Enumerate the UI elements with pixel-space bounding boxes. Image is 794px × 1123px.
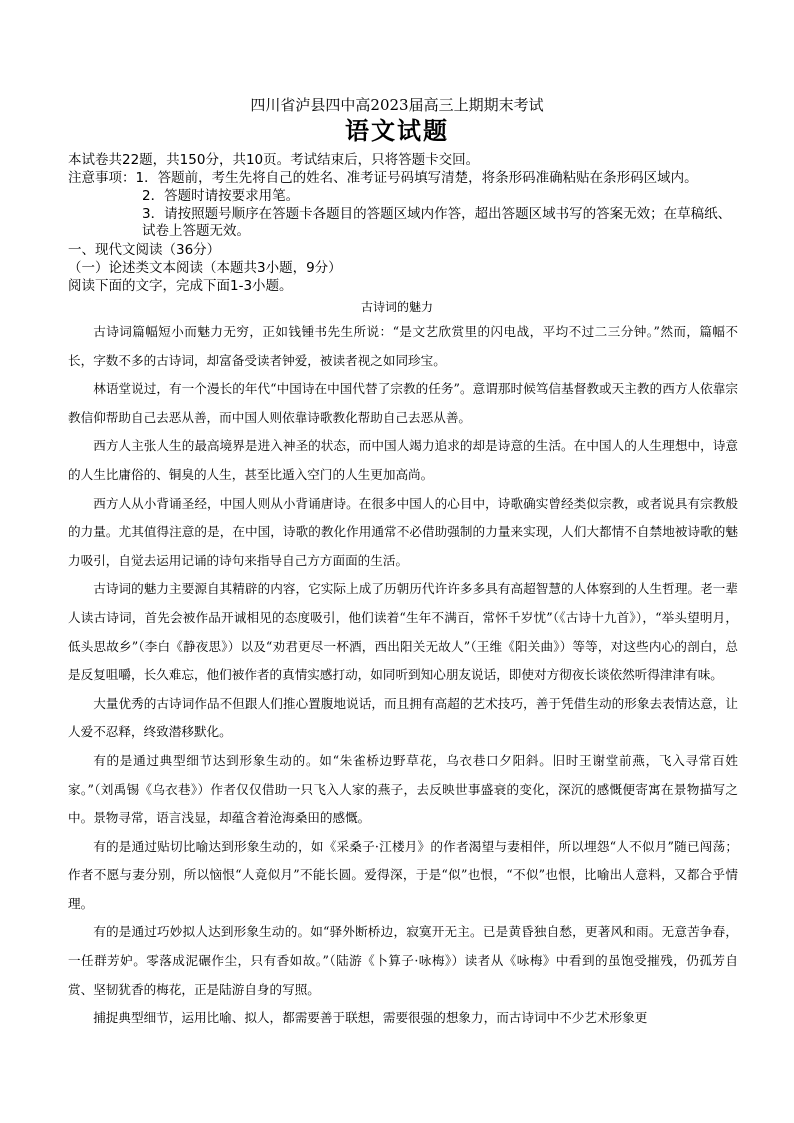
exam-info: 本试卷共22题，共150分，共10页。考试结束后，只将答题卡交回。 [68,152,480,168]
subsection-heading: （一）论述类文本阅读（本题共3小题，9分） [68,260,342,276]
section-heading: 一、现代文阅读（36分） [68,242,221,258]
article-paragraph: 大量优秀的古诗词作品不但跟人们推心置腹地说话，而且拥有高超的艺术技巧，善于凭借生动的形象去表情达意，让人爱不忍释，终致潜移默化。 [68,695,738,740]
article-body [68,318,738,1033]
notice-item-2: 2．答题时请按要求用笔。 [142,188,300,204]
article-paragraph: 有的是通过巧妙拟人达到形象生动的。如“驿外断桥边，寂寞开无主。已是黄昏独自愁，更著风和雨。无意苦争春，一任群芳妒。零落成泥碾作尘，只有香如故。”（陆游《卜算子·咏梅》）读者从《咏梅》中看到的虽饱受摧残，仍孤芳自赏、坚韧犹香的梅花，正是陆游自身的写照。 [68,924,738,997]
article-paragraph: 有的是通过贴切比喻达到形象生动的，如《采桑子·江楼月》的作者渴望与妻相伴，所以埋怨“人不似月”随已闯荡；作者不愿与妻分别，所以恼恨“人竟似月”不能长圆。爱得深，于是“似”也恨，“不似”也恨，比喻出人意料，又都合乎情理。 [68,838,738,911]
article-paragraph: 林语堂说过，有一个漫长的年代“中国诗在中国代替了宗教的任务”。意谓那时候笃信基督教或天主教的西方人依靠宗教信仰帮助自己去恶从善，而中国人则依靠诗歌教化帮助自己去恶从善。 [68,381,738,425]
article-paragraph: 西方人主张人生的最高境界是进入神圣的状态，而中国人竭力追求的却是诗意的生活。在中国人的人生理想中，诗意的人生比庸俗的、铜臭的人生，甚至比遁入空门的人生更加高尚。 [68,438,738,482]
article-title: 古诗词的魅力 [360,300,433,314]
article-paragraph: 捕捉典型细节，运用比喻、拟人，都需要善于联想，需要很强的想象力，而古诗词中不少艺术形象更 [93,1010,648,1026]
school-exam-title: 四川省泸县四中高2023届高三上期期末考试 [250,96,544,114]
notice-item-3: 3．请按照题号顺序在答题卡各题目的答题区域内作答，超出答题区域书写的答案无效；在草稿纸、试卷上答题无效。 [142,206,732,239]
article-paragraph: 古诗词篇幅短小而魅力无穷，正如钱锺书先生所说：“是文艺欣赏里的闪电战，平均不过二三分钟。”然而，篇幅不长，字数不多的古诗词，却富备受读者钟爱，被读者视之如同珍宝。 [68,324,738,368]
subject-title: 语文试题 [345,116,449,145]
notice-item-1: 注意事项：1．答题前，考生先将自己的姓名、准考证号码填写清楚，将条形码准确粘贴在条形码区域内。 [68,170,698,186]
article-paragraph: 有的是通过典型细节达到形象生动的。如“朱雀桥边野草花，乌衣巷口夕阳斜。旧时王谢堂前燕，飞入寻常百姓家。”（刘禹锡《乌衣巷》）作者仅仅借助一只飞入人家的燕子，去反映世事盛衰的变化，深沉的感慨便寄寓在景物描写之中。景物寻常，语言浅显，却蕴含着沧海桑田的感慨。 [68,752,738,826]
article-paragraph: 古诗词的魅力主要源自其精辟的内容，它实际上成了历朝历代许许多多具有高超智慧的人体察到的人生哲理。老一辈人读古诗词，首先会被作品开诚相见的态度吸引，他们读着“生年不满百，常怀千岁忧”（《古诗十九首》），“举头望明月，低头思故乡”（李白《静夜思》）以及“劝君更尽一杯酒，西出阳关无故人”（王维《阳关曲》）等等，对这些内心的剖白，总是反复咀嚼，长久难忘，他们被作者的真情实感打动，如同听到知心朋友说话，即使对方彻夜长谈依然听得津津有味。 [68,581,738,683]
reading-instruction: 阅读下面的文字，完成下面1-3小题。 [68,278,293,294]
article-paragraph: 西方人从小背诵圣经，中国人则从小背诵唐诗。在很多中国人的心目中，诗歌确实曾经类似宗教，或者说具有宗教般的力量。尤其值得注意的是，在中国，诗歌的教化作用通常不必借助强制的力量来实现，人们大都情不自禁地被诗歌的魅力吸引，自觉去运用记诵的诗句来指导自己方方面面的生活。 [68,495,738,568]
